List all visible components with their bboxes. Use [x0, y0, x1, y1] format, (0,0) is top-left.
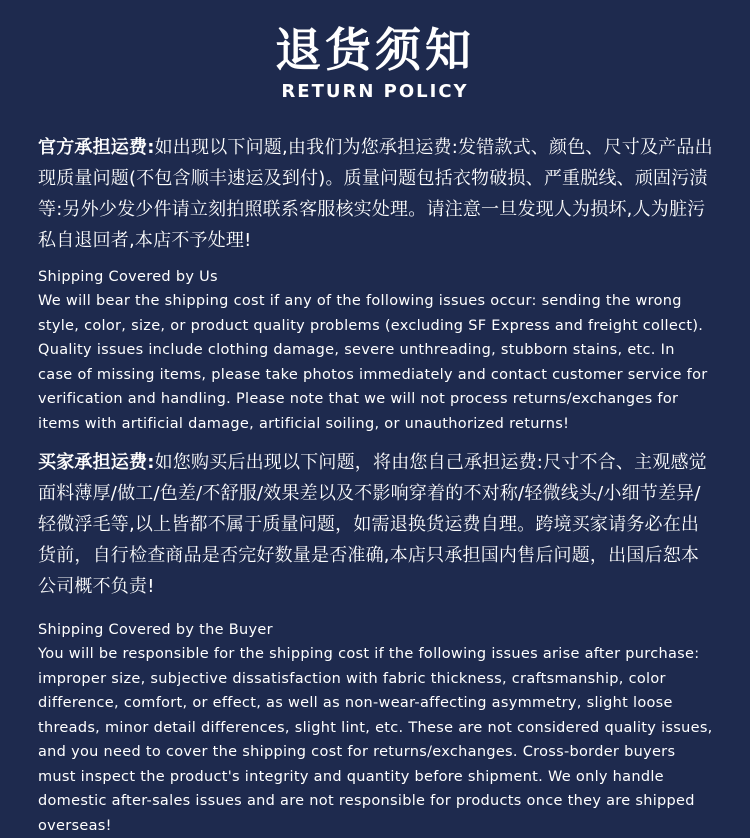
shipping-covered-by-us-title: Shipping Covered by Us: [38, 269, 218, 285]
shipping-covered-by-us-cn: [38, 132, 714, 256]
shipping-covered-by-buyer-title: Shipping Covered by the Buyer: [38, 622, 273, 638]
shipping-covered-by-buyer-cn: [38, 447, 714, 602]
shipping-covered-by-us-body: We will bear the shipping cost if any of the following issues occur: sending the wrong style, color, size, or product quality problems (excluding SF Express and freight collect). Quality issues include clothing damage, severe unthreading, stubborn stains, etc. In case of missing items, please take photos immediately and contact customer service for verification and handling. Please note that we will not process returns/exchanges for items with artificial damage, artificial soiling, or unauthorized returns!: [38, 293, 708, 432]
section-lead-cn: 官方承担运费:: [38, 137, 155, 158]
page-title-cn: 退货须知: [275, 23, 475, 77]
section-text-cn: 如出现以下问题,由我们为您承担运费:发错款式、颜色、尺寸及产品出现质量问题(不包含顺丰速运及到付)。质量问题包括衣物破损、严重脱线、顽固污渍等:另外少发少件请立刻拍照联系客服核实处理。请注意一旦发现人为损坏,人为脏污私自退回者,本店不予处理!: [38, 137, 713, 251]
section-text-cn: 如您购买后出现以下问题，将由您自己承担运费:尺寸不合、主观感觉面料薄厚/做工/色差/不舒服/效果差以及不影响穿着的不对称/轻微线头/小细节差异/轻微浮毛等,以上皆都不属于质量问题，如需退换货运费自理。跨境买家请务必在出货前，自行检查商品是否完好数量是否准确,本店只承担国内售后问题，出国后恕本公司概不负责!: [38, 452, 707, 597]
section-lead-cn: 买家承担运费:: [38, 452, 155, 473]
page-title-en: RETURN POLICY: [281, 81, 469, 102]
shipping-covered-by-buyer-body: You will be responsible for the shipping cost if the following issues arise after purchase: improper size, subjective dissatisfaction with fabric thickness, craftsmanship, color difference, comfort, or effect, as well as non-wear-affecting asymmetry, slight loose threads, minor detail differences, slight lint, etc. These are not considered quality issues, and you need to cover the shipping cost for returns/exchanges. Cross-border buyers must inspect the product's integrity and quantity before shipment. We only handle domestic after-sales issues and are not responsible for products once they are shipped overseas!: [38, 646, 713, 834]
